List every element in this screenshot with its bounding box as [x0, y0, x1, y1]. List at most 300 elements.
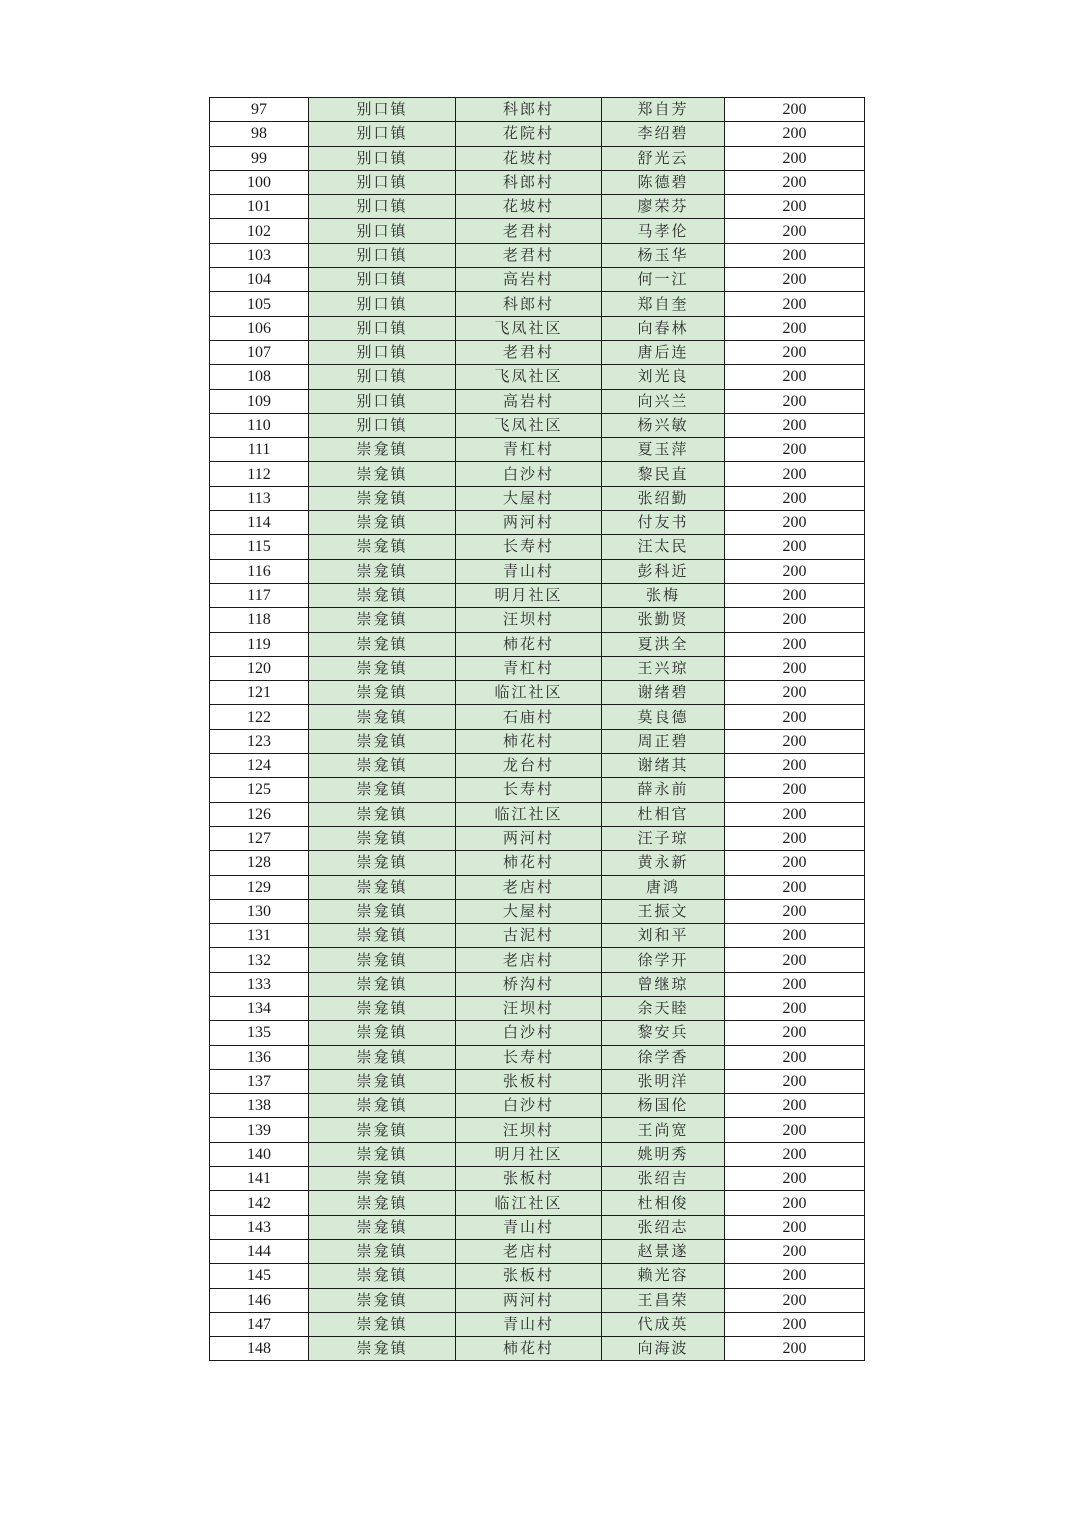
person-name-cell: 王振文	[602, 899, 725, 923]
amount-cell: 200	[725, 413, 865, 437]
table-row	[210, 340, 865, 364]
row-number-cell: 117	[210, 583, 309, 607]
village-cell: 龙台村	[456, 754, 602, 778]
amount-cell: 200	[725, 170, 865, 194]
amount-cell: 200	[725, 1264, 865, 1288]
row-number-cell: 133	[210, 972, 309, 996]
person-name-cell: 曾继琼	[602, 972, 725, 996]
amount-cell: 200	[725, 1069, 865, 1093]
village-cell: 高岩村	[456, 389, 602, 413]
person-name-cell: 郑自奎	[602, 292, 725, 316]
row-number-cell: 121	[210, 681, 309, 705]
person-name-cell: 杨兴敏	[602, 413, 725, 437]
town-cell: 崇龛镇	[309, 1069, 456, 1093]
town-cell: 崇龛镇	[309, 996, 456, 1020]
row-number-cell: 120	[210, 656, 309, 680]
village-cell: 飞凤社区	[456, 365, 602, 389]
row-number-cell: 131	[210, 924, 309, 948]
table-row	[210, 802, 865, 826]
amount-cell: 200	[725, 98, 865, 122]
row-number-cell: 114	[210, 511, 309, 535]
row-number-cell: 124	[210, 754, 309, 778]
person-name-cell: 汪子琼	[602, 826, 725, 850]
amount-cell: 200	[725, 486, 865, 510]
amount-cell: 200	[725, 826, 865, 850]
amount-cell: 200	[725, 365, 865, 389]
row-number-cell: 118	[210, 608, 309, 632]
table-row	[210, 292, 865, 316]
amount-cell: 200	[725, 608, 865, 632]
table-row	[210, 146, 865, 170]
person-name-cell: 向海波	[602, 1337, 725, 1361]
person-name-cell: 赵景遂	[602, 1239, 725, 1263]
amount-cell: 200	[725, 1118, 865, 1142]
table-row	[210, 729, 865, 753]
table-row	[210, 1288, 865, 1312]
town-cell: 崇龛镇	[309, 778, 456, 802]
table-row	[210, 1118, 865, 1142]
row-number-cell: 144	[210, 1239, 309, 1263]
village-cell: 柿花村	[456, 851, 602, 875]
table-row	[210, 583, 865, 607]
table-row	[210, 486, 865, 510]
town-cell: 崇龛镇	[309, 875, 456, 899]
person-name-cell: 余天睦	[602, 996, 725, 1020]
person-name-cell: 杨玉华	[602, 243, 725, 267]
village-cell: 老君村	[456, 340, 602, 364]
amount-cell: 200	[725, 1215, 865, 1239]
row-number-cell: 110	[210, 413, 309, 437]
amount-cell: 200	[725, 632, 865, 656]
village-cell: 明月社区	[456, 583, 602, 607]
town-cell: 别口镇	[309, 365, 456, 389]
amount-cell: 200	[725, 948, 865, 972]
amount-cell: 200	[725, 1312, 865, 1336]
town-cell: 崇龛镇	[309, 681, 456, 705]
person-name-cell: 郑自芳	[602, 98, 725, 122]
row-number-cell: 99	[210, 146, 309, 170]
amount-cell: 200	[725, 559, 865, 583]
town-cell: 崇龛镇	[309, 632, 456, 656]
person-name-cell: 王昌荣	[602, 1288, 725, 1312]
row-number-cell: 141	[210, 1167, 309, 1191]
town-cell: 崇龛镇	[309, 924, 456, 948]
table-row	[210, 1215, 865, 1239]
row-number-cell: 103	[210, 243, 309, 267]
village-cell: 高岩村	[456, 268, 602, 292]
amount-cell: 200	[725, 1021, 865, 1045]
town-cell: 崇龛镇	[309, 1118, 456, 1142]
town-cell: 崇龛镇	[309, 462, 456, 486]
amount-cell: 200	[725, 243, 865, 267]
town-cell: 崇龛镇	[309, 972, 456, 996]
town-cell: 崇龛镇	[309, 486, 456, 510]
village-cell: 飞凤社区	[456, 316, 602, 340]
town-cell: 崇龛镇	[309, 1239, 456, 1263]
table-row	[210, 413, 865, 437]
town-cell: 崇龛镇	[309, 1167, 456, 1191]
village-cell: 临江社区	[456, 681, 602, 705]
row-number-cell: 148	[210, 1337, 309, 1361]
town-cell: 崇龛镇	[309, 851, 456, 875]
person-name-cell: 张绍吉	[602, 1167, 725, 1191]
table-row	[210, 924, 865, 948]
town-cell: 崇龛镇	[309, 583, 456, 607]
person-name-cell: 陈德碧	[602, 170, 725, 194]
town-cell: 崇龛镇	[309, 1337, 456, 1361]
table-row	[210, 899, 865, 923]
row-number-cell: 122	[210, 705, 309, 729]
town-cell: 崇龛镇	[309, 535, 456, 559]
town-cell: 崇龛镇	[309, 754, 456, 778]
person-name-cell: 黎安兵	[602, 1021, 725, 1045]
village-cell: 汪坝村	[456, 1118, 602, 1142]
row-number-cell: 140	[210, 1142, 309, 1166]
village-cell: 张板村	[456, 1069, 602, 1093]
village-cell: 花院村	[456, 122, 602, 146]
row-number-cell: 112	[210, 462, 309, 486]
amount-cell: 200	[725, 122, 865, 146]
village-cell: 白沙村	[456, 462, 602, 486]
row-number-cell: 115	[210, 535, 309, 559]
roster-table-body	[210, 98, 865, 1361]
row-number-cell: 123	[210, 729, 309, 753]
row-number-cell: 134	[210, 996, 309, 1020]
amount-cell: 200	[725, 1045, 865, 1069]
village-cell: 两河村	[456, 826, 602, 850]
amount-cell: 200	[725, 1288, 865, 1312]
village-cell: 长寿村	[456, 778, 602, 802]
table-row	[210, 656, 865, 680]
amount-cell: 200	[725, 754, 865, 778]
town-cell: 别口镇	[309, 219, 456, 243]
town-cell: 崇龛镇	[309, 729, 456, 753]
village-cell: 桥沟村	[456, 972, 602, 996]
town-cell: 崇龛镇	[309, 705, 456, 729]
row-number-cell: 107	[210, 340, 309, 364]
row-number-cell: 135	[210, 1021, 309, 1045]
person-name-cell: 夏洪全	[602, 632, 725, 656]
amount-cell: 200	[725, 292, 865, 316]
person-name-cell: 李绍碧	[602, 122, 725, 146]
amount-cell: 200	[725, 996, 865, 1020]
amount-cell: 200	[725, 268, 865, 292]
person-name-cell: 汪太民	[602, 535, 725, 559]
town-cell: 别口镇	[309, 146, 456, 170]
row-number-cell: 136	[210, 1045, 309, 1069]
amount-cell: 200	[725, 899, 865, 923]
person-name-cell: 向春林	[602, 316, 725, 340]
row-number-cell: 109	[210, 389, 309, 413]
person-name-cell: 夏玉萍	[602, 438, 725, 462]
table-row	[210, 1312, 865, 1336]
amount-cell: 200	[725, 1191, 865, 1215]
row-number-cell: 129	[210, 875, 309, 899]
person-name-cell: 姚明秀	[602, 1142, 725, 1166]
person-name-cell: 王尚宽	[602, 1118, 725, 1142]
row-number-cell: 111	[210, 438, 309, 462]
town-cell: 崇龛镇	[309, 1094, 456, 1118]
village-cell: 科郎村	[456, 292, 602, 316]
amount-cell: 200	[725, 583, 865, 607]
village-cell: 青山村	[456, 1215, 602, 1239]
table-row	[210, 243, 865, 267]
amount-cell: 200	[725, 705, 865, 729]
town-cell: 别口镇	[309, 243, 456, 267]
person-name-cell: 徐学香	[602, 1045, 725, 1069]
amount-cell: 200	[725, 340, 865, 364]
village-cell: 青山村	[456, 559, 602, 583]
person-name-cell: 代成英	[602, 1312, 725, 1336]
village-cell: 大屋村	[456, 899, 602, 923]
person-name-cell: 薛永前	[602, 778, 725, 802]
row-number-cell: 142	[210, 1191, 309, 1215]
table-row	[210, 1264, 865, 1288]
town-cell: 别口镇	[309, 122, 456, 146]
town-cell: 别口镇	[309, 340, 456, 364]
table-row	[210, 316, 865, 340]
table-row	[210, 851, 865, 875]
amount-cell: 200	[725, 729, 865, 753]
town-cell: 崇龛镇	[309, 1191, 456, 1215]
table-row	[210, 1337, 865, 1361]
table-row	[210, 705, 865, 729]
town-cell: 崇龛镇	[309, 608, 456, 632]
amount-cell: 200	[725, 924, 865, 948]
table-row	[210, 1142, 865, 1166]
village-cell: 老店村	[456, 875, 602, 899]
table-row	[210, 559, 865, 583]
person-name-cell: 杜相官	[602, 802, 725, 826]
row-number-cell: 139	[210, 1118, 309, 1142]
person-name-cell: 黄永新	[602, 851, 725, 875]
person-name-cell: 马孝伦	[602, 219, 725, 243]
table-row	[210, 632, 865, 656]
village-cell: 汪坝村	[456, 608, 602, 632]
table-row	[210, 365, 865, 389]
village-cell: 古泥村	[456, 924, 602, 948]
table-row	[210, 170, 865, 194]
village-cell: 长寿村	[456, 1045, 602, 1069]
row-number-cell: 106	[210, 316, 309, 340]
village-cell: 大屋村	[456, 486, 602, 510]
amount-cell: 200	[725, 851, 865, 875]
person-name-cell: 赖光容	[602, 1264, 725, 1288]
town-cell: 别口镇	[309, 292, 456, 316]
person-name-cell: 彭科近	[602, 559, 725, 583]
town-cell: 崇龛镇	[309, 826, 456, 850]
amount-cell: 200	[725, 778, 865, 802]
row-number-cell: 147	[210, 1312, 309, 1336]
village-cell: 柿花村	[456, 632, 602, 656]
row-number-cell: 125	[210, 778, 309, 802]
table-row	[210, 511, 865, 535]
person-name-cell: 杨国伦	[602, 1094, 725, 1118]
person-name-cell: 张绍勤	[602, 486, 725, 510]
village-cell: 飞凤社区	[456, 413, 602, 437]
person-name-cell: 何一江	[602, 268, 725, 292]
village-cell: 老店村	[456, 948, 602, 972]
amount-cell: 200	[725, 656, 865, 680]
amount-cell: 200	[725, 462, 865, 486]
table-row	[210, 268, 865, 292]
amount-cell: 200	[725, 1239, 865, 1263]
village-cell: 老店村	[456, 1239, 602, 1263]
person-name-cell: 唐鸿	[602, 875, 725, 899]
person-name-cell: 黎民直	[602, 462, 725, 486]
person-name-cell: 杜相俊	[602, 1191, 725, 1215]
row-number-cell: 108	[210, 365, 309, 389]
amount-cell: 200	[725, 1094, 865, 1118]
person-name-cell: 周正碧	[602, 729, 725, 753]
village-cell: 两河村	[456, 511, 602, 535]
town-cell: 崇龛镇	[309, 948, 456, 972]
amount-cell: 200	[725, 875, 865, 899]
table-row	[210, 98, 865, 122]
row-number-cell: 98	[210, 122, 309, 146]
village-cell: 张板村	[456, 1167, 602, 1191]
row-number-cell: 119	[210, 632, 309, 656]
row-number-cell: 104	[210, 268, 309, 292]
table-row	[210, 608, 865, 632]
person-name-cell: 张勤贤	[602, 608, 725, 632]
row-number-cell: 137	[210, 1069, 309, 1093]
town-cell: 崇龛镇	[309, 1288, 456, 1312]
person-name-cell: 张明洋	[602, 1069, 725, 1093]
village-cell: 柿花村	[456, 729, 602, 753]
village-cell: 老君村	[456, 243, 602, 267]
village-cell: 花坡村	[456, 195, 602, 219]
amount-cell: 200	[725, 802, 865, 826]
town-cell: 别口镇	[309, 413, 456, 437]
town-cell: 崇龛镇	[309, 559, 456, 583]
row-number-cell: 143	[210, 1215, 309, 1239]
table-row	[210, 389, 865, 413]
amount-cell: 200	[725, 316, 865, 340]
table-row	[210, 948, 865, 972]
row-number-cell: 102	[210, 219, 309, 243]
table-row	[210, 778, 865, 802]
town-cell: 别口镇	[309, 268, 456, 292]
person-name-cell: 唐后连	[602, 340, 725, 364]
roster-table	[209, 97, 865, 1361]
village-cell: 科郎村	[456, 98, 602, 122]
town-cell: 崇龛镇	[309, 511, 456, 535]
amount-cell: 200	[725, 195, 865, 219]
table-row	[210, 754, 865, 778]
row-number-cell: 105	[210, 292, 309, 316]
town-cell: 别口镇	[309, 389, 456, 413]
table-row	[210, 1045, 865, 1069]
person-name-cell: 刘光良	[602, 365, 725, 389]
amount-cell: 200	[725, 972, 865, 996]
person-name-cell: 廖荣芬	[602, 195, 725, 219]
town-cell: 别口镇	[309, 195, 456, 219]
table-row	[210, 1167, 865, 1191]
person-name-cell: 张梅	[602, 583, 725, 607]
amount-cell: 200	[725, 219, 865, 243]
table-row	[210, 1021, 865, 1045]
row-number-cell: 146	[210, 1288, 309, 1312]
town-cell: 崇龛镇	[309, 1312, 456, 1336]
table-row	[210, 1239, 865, 1263]
town-cell: 崇龛镇	[309, 802, 456, 826]
row-number-cell: 138	[210, 1094, 309, 1118]
town-cell: 崇龛镇	[309, 1215, 456, 1239]
village-cell: 花坡村	[456, 146, 602, 170]
table-row	[210, 195, 865, 219]
table-row	[210, 1094, 865, 1118]
row-number-cell: 126	[210, 802, 309, 826]
town-cell: 崇龛镇	[309, 656, 456, 680]
amount-cell: 200	[725, 681, 865, 705]
row-number-cell: 132	[210, 948, 309, 972]
table-row	[210, 122, 865, 146]
village-cell: 老君村	[456, 219, 602, 243]
table-row	[210, 438, 865, 462]
village-cell: 长寿村	[456, 535, 602, 559]
person-name-cell: 付友书	[602, 511, 725, 535]
table-row	[210, 1191, 865, 1215]
row-number-cell: 113	[210, 486, 309, 510]
row-number-cell: 97	[210, 98, 309, 122]
town-cell: 别口镇	[309, 98, 456, 122]
person-name-cell: 徐学开	[602, 948, 725, 972]
person-name-cell: 张绍志	[602, 1215, 725, 1239]
amount-cell: 200	[725, 1142, 865, 1166]
village-cell: 两河村	[456, 1288, 602, 1312]
village-cell: 青山村	[456, 1312, 602, 1336]
town-cell: 别口镇	[309, 170, 456, 194]
person-name-cell: 向兴兰	[602, 389, 725, 413]
village-cell: 青杠村	[456, 438, 602, 462]
row-number-cell: 128	[210, 851, 309, 875]
row-number-cell: 145	[210, 1264, 309, 1288]
town-cell: 崇龛镇	[309, 1264, 456, 1288]
table-row	[210, 826, 865, 850]
amount-cell: 200	[725, 438, 865, 462]
person-name-cell: 刘和平	[602, 924, 725, 948]
row-number-cell: 100	[210, 170, 309, 194]
village-cell: 张板村	[456, 1264, 602, 1288]
village-cell: 白沙村	[456, 1021, 602, 1045]
town-cell: 别口镇	[309, 316, 456, 340]
row-number-cell: 116	[210, 559, 309, 583]
town-cell: 崇龛镇	[309, 1045, 456, 1069]
amount-cell: 200	[725, 535, 865, 559]
table-row	[210, 535, 865, 559]
table-row	[210, 996, 865, 1020]
town-cell: 崇龛镇	[309, 1021, 456, 1045]
amount-cell: 200	[725, 146, 865, 170]
village-cell: 青杠村	[456, 656, 602, 680]
village-cell: 明月社区	[456, 1142, 602, 1166]
amount-cell: 200	[725, 1167, 865, 1191]
row-number-cell: 127	[210, 826, 309, 850]
amount-cell: 200	[725, 511, 865, 535]
village-cell: 科郎村	[456, 170, 602, 194]
village-cell: 石庙村	[456, 705, 602, 729]
person-name-cell: 舒光云	[602, 146, 725, 170]
person-name-cell: 莫良德	[602, 705, 725, 729]
person-name-cell: 谢绪碧	[602, 681, 725, 705]
row-number-cell: 101	[210, 195, 309, 219]
town-cell: 崇龛镇	[309, 438, 456, 462]
village-cell: 汪坝村	[456, 996, 602, 1020]
town-cell: 崇龛镇	[309, 899, 456, 923]
amount-cell: 200	[725, 389, 865, 413]
village-cell: 白沙村	[456, 1094, 602, 1118]
